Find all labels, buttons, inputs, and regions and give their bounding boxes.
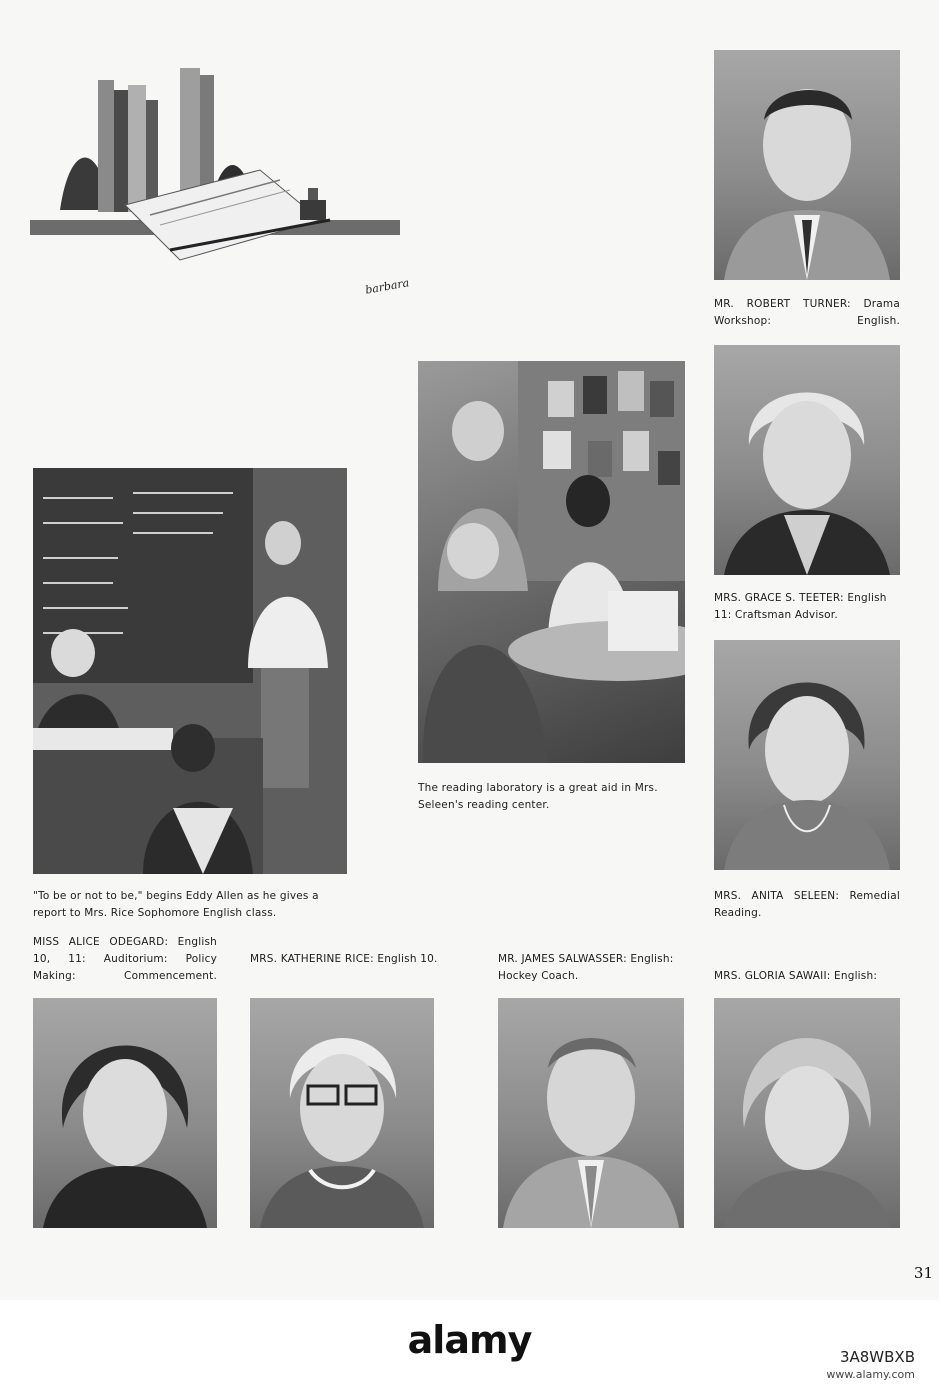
caption-rice: MRS. KATHERINE RICE: English 10. <box>250 953 438 965</box>
caption-sawaii: MRS. GLORIA SAWAII: English: <box>714 970 878 982</box>
portrait-james-salwasser <box>498 998 684 1228</box>
caption-salwasser: MR. JAMES SALWASSER: English: Hockey Coach. <box>498 953 674 982</box>
image-id: 3A8WBXB <box>839 1348 915 1366</box>
caption-classroom: "To be or not to be," begins Eddy Allen as he gives a report to Mrs. Rice Sophomore English class. <box>33 890 319 919</box>
caption-teeter: MRS. GRACE S. TEETER: English 11: Craftsman Advisor. <box>714 592 887 621</box>
caption-odegard: MISS ALICE ODEGARD: English 10, 11: Auditorium: Policy Making: Commencement. <box>33 936 217 982</box>
caption-turner: MR. ROBERT TURNER: Drama Workshop: English. <box>714 298 900 327</box>
portrait-katherine-rice <box>250 998 434 1228</box>
portrait-gloria-sawaii <box>714 998 900 1228</box>
stock-footer <box>0 1300 939 1390</box>
portrait-robert-turner <box>714 50 900 280</box>
page-number: 31 <box>913 1264 933 1282</box>
portrait-grace-teeter <box>714 345 900 575</box>
footer-url[interactable]: www.alamy.com <box>826 1368 915 1381</box>
caption-seleen: MRS. ANITA SELEEN: Remedial Reading. <box>714 890 900 919</box>
footer-divider <box>0 1300 939 1304</box>
reading-lab-photo <box>418 361 685 763</box>
portrait-alice-odegard <box>33 998 217 1228</box>
books-illustration <box>30 60 410 295</box>
classroom-photo <box>33 468 347 874</box>
alamy-logo[interactable]: alamy <box>407 1318 532 1362</box>
illustration-signature: barbara <box>364 276 411 297</box>
caption-reading-lab: The reading laboratory is a great aid in Mrs. Seleen's reading center. <box>418 782 658 811</box>
portrait-anita-seleen <box>714 640 900 870</box>
